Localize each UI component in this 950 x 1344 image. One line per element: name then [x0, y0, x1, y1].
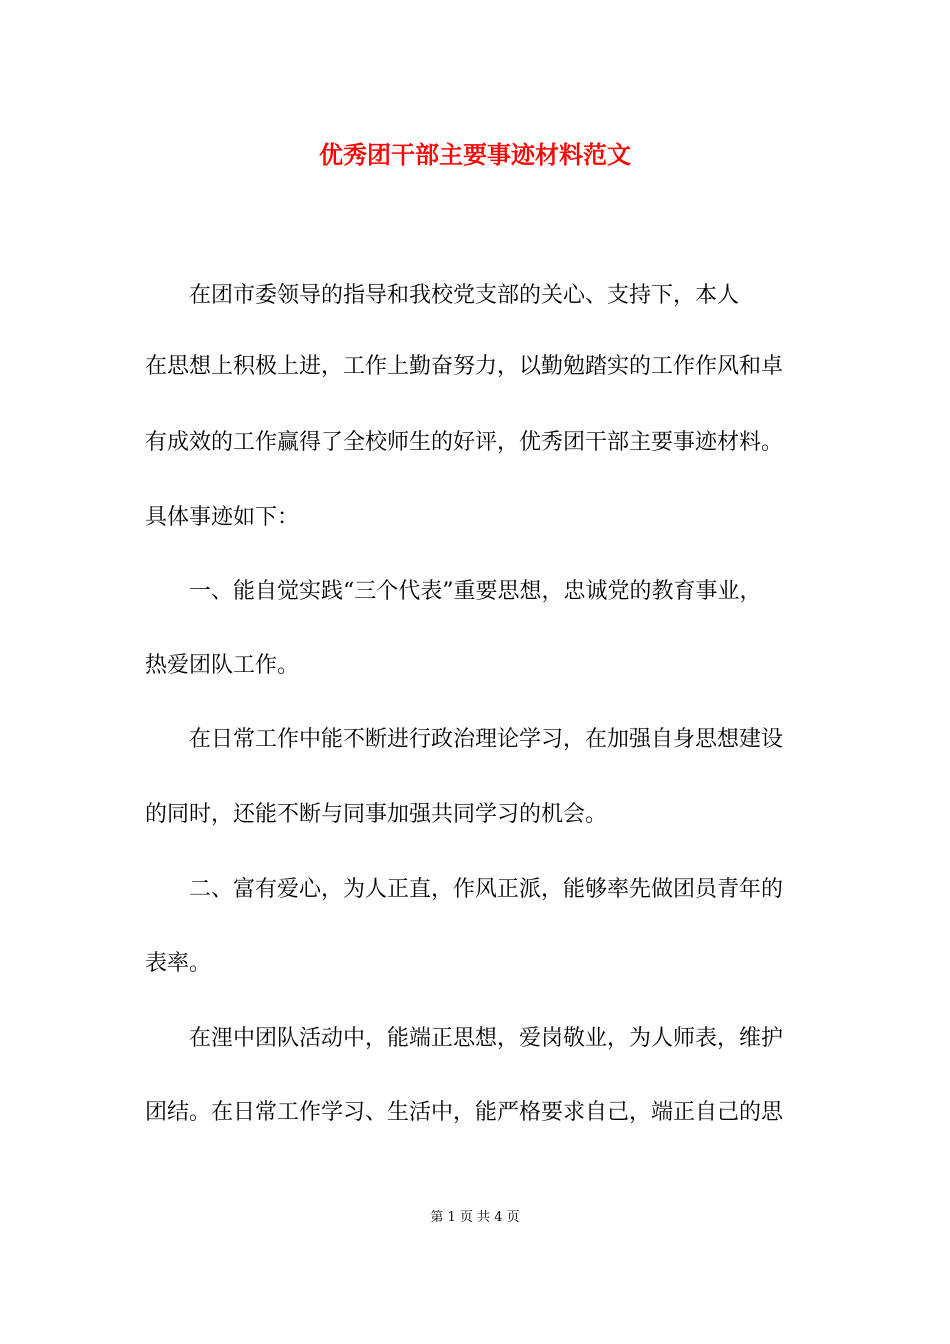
body-line-11: 在浬中团队活动中，能端正思想，爱岗敬业，为人师表，维护 [145, 1026, 784, 1051]
page-number-footer: 第 1 页 共 4 页 [430, 1210, 520, 1225]
body-line-9: 二、富有爱心，为人正直，作风正派，能够率先做团员青年的 [145, 877, 784, 902]
body-line-5: 一、能自觉实践“三个代表”重要思想，忠诚党的教育事业， [145, 579, 762, 604]
body-line-4: 具体事迹如下： [145, 505, 300, 530]
body-line-3: 有成效的工作赢得了全校师生的好评，优秀团干部主要事迹材料。 [145, 430, 784, 455]
body-line-8: 的同时，还能不断与同事加强共同学习的机会。 [145, 802, 608, 827]
body-line-6: 热爱团队工作。 [145, 653, 300, 678]
body-line-10: 表率。 [145, 951, 212, 976]
body-line-2: 在思想上积极上进，工作上勤奋努力，以勤勉踏实的工作作风和卓 [145, 354, 784, 379]
document-title: 优秀团干部主要事迹材料范文 [319, 140, 631, 169]
body-line-7: 在日常工作中能不断进行政治理论学习，在加强自身思想建设 [145, 727, 784, 752]
body-line-12: 团结。在日常工作学习、生活中，能严格要求自己，端正自己的思 [145, 1100, 784, 1125]
body-line-1: 在团市委领导的指导和我校党支部的关心、支持下，本人 [145, 283, 740, 308]
